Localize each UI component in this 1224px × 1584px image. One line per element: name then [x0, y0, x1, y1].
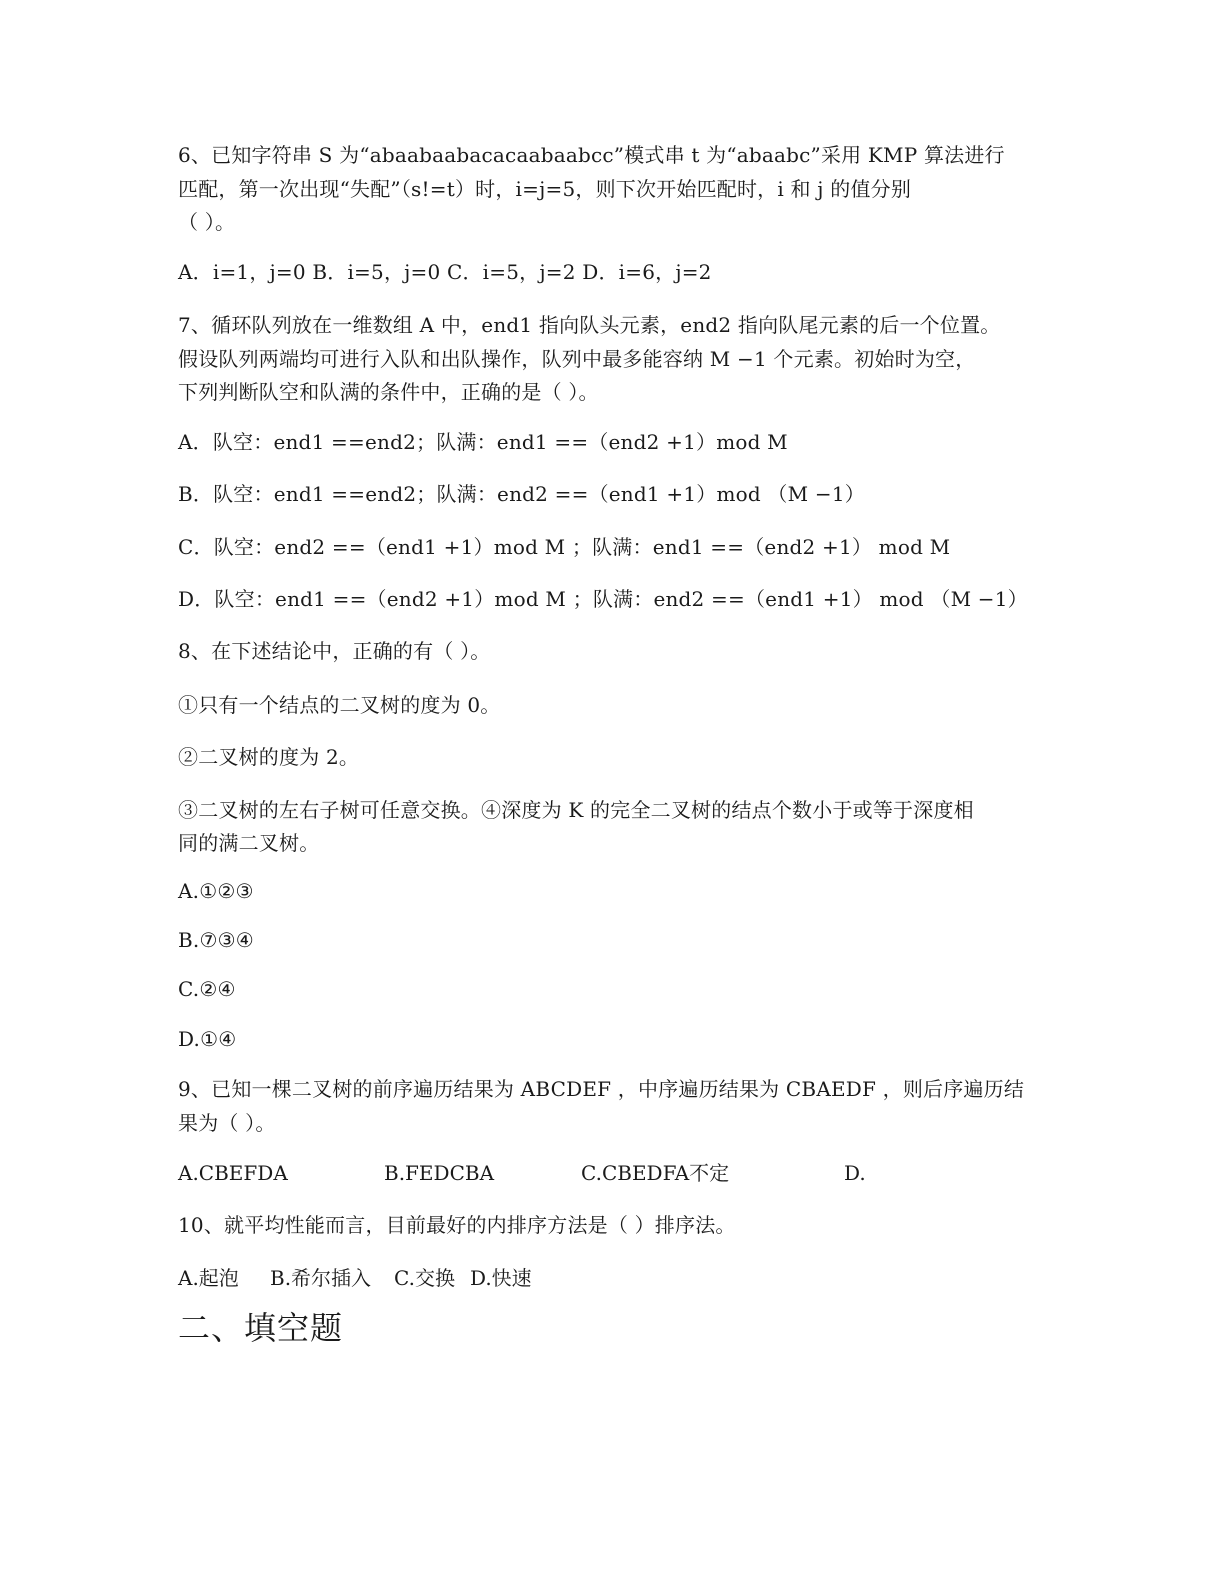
q7-stem-line-1: 7、循环队列放在一维数组 A 中，end1 指向队头元素，end2 指向队尾元素的后一个位置。: [178, 313, 1001, 337]
q10-option-a: A.起泡: [178, 1266, 239, 1290]
q8-option-d: D.①④: [178, 1027, 237, 1051]
q9-option-b: B.FEDCBA: [384, 1161, 495, 1185]
q7-option-a: A．队空：end1 ==end2；队满：end1 ==（end2 +1）mod M: [178, 430, 788, 454]
q10-option-d: D.快速: [470, 1266, 532, 1290]
q10-option-b: B.希尔插入: [270, 1266, 372, 1290]
q9-option-c: C.CBEDFA不定: [581, 1161, 730, 1185]
q10-stem: 10、就平均性能而言，目前最好的内排序方法是（ ）排序法。: [178, 1213, 736, 1237]
q8-option-a: A.①②③: [178, 879, 254, 903]
q6-stem-line-1: 6、已知字符串 S 为“abaabaabacacaabaabcc”模式串 t 为“abaabc”采用 KMP 算法进行: [178, 143, 1005, 167]
q6-stem-line-3: （ ）。: [178, 210, 236, 234]
q8-stem: 8、在下述结论中，正确的有（ ）。: [178, 639, 491, 663]
q7-option-d: D．队空：end1 ==（end2 +1）mod M ；队满：end2 ==（end1 +1） mod （M −1）: [178, 587, 1028, 611]
q9-stem-line-2: 果为（ ）。: [178, 1111, 276, 1135]
q6-stem-line-2: 匹配，第一次出现“失配”（s!=t）时，i=j=5，则下次开始匹配时，i 和 j 的值分别: [178, 177, 912, 201]
q9-option-a: A.CBEFDA: [178, 1161, 288, 1185]
q7-option-c: C．队空：end2 ==（end1 +1）mod M ；队满：end1 ==（end2 +1） mod M: [178, 535, 951, 559]
section-heading-fill-in-blank: 二、填空题: [178, 1309, 344, 1347]
q7-stem-line-2: 假设队列两端均可进行入队和出队操作，队列中最多能容纳 M −1 个元素。初始时为空，: [178, 347, 976, 371]
q6-options: A．i=1，j=0 B．i=5，j=0 C．i=5，j=2 D．i=6，j=2: [178, 260, 712, 284]
q8-statement-3-line-1: ③二叉树的左右子树可任意交换。④深度为 K 的完全二叉树的结点个数小于或等于深度相: [178, 798, 974, 822]
q10-options-row: [178, 1261, 1058, 1295]
q8-option-c: C.②④: [178, 977, 236, 1001]
q8-statement-2: ②二叉树的度为 2。: [178, 745, 360, 769]
q10-option-c: C.交换: [394, 1266, 455, 1290]
q7-stem-line-3: 下列判断队空和队满的条件中，正确的是（ ）。: [178, 380, 599, 404]
q9-option-d: D.: [844, 1161, 866, 1185]
q9-stem-line-1: 9、已知一棵二叉树的前序遍历结果为 ABCDEF ，中序遍历结果为 CBAEDF ，则后序遍历结: [178, 1077, 1025, 1101]
q8-statement-3-line-2: 同的满二叉树。: [178, 831, 320, 855]
q7-option-b: B．队空：end1 ==end2；队满：end2 ==（end1 +1）mod （M −1）: [178, 482, 865, 506]
q8-option-b: B.⑦③④: [178, 928, 254, 952]
q9-options-row: [178, 1156, 1058, 1190]
q8-statement-1: ①只有一个结点的二叉树的度为 0。: [178, 693, 501, 717]
